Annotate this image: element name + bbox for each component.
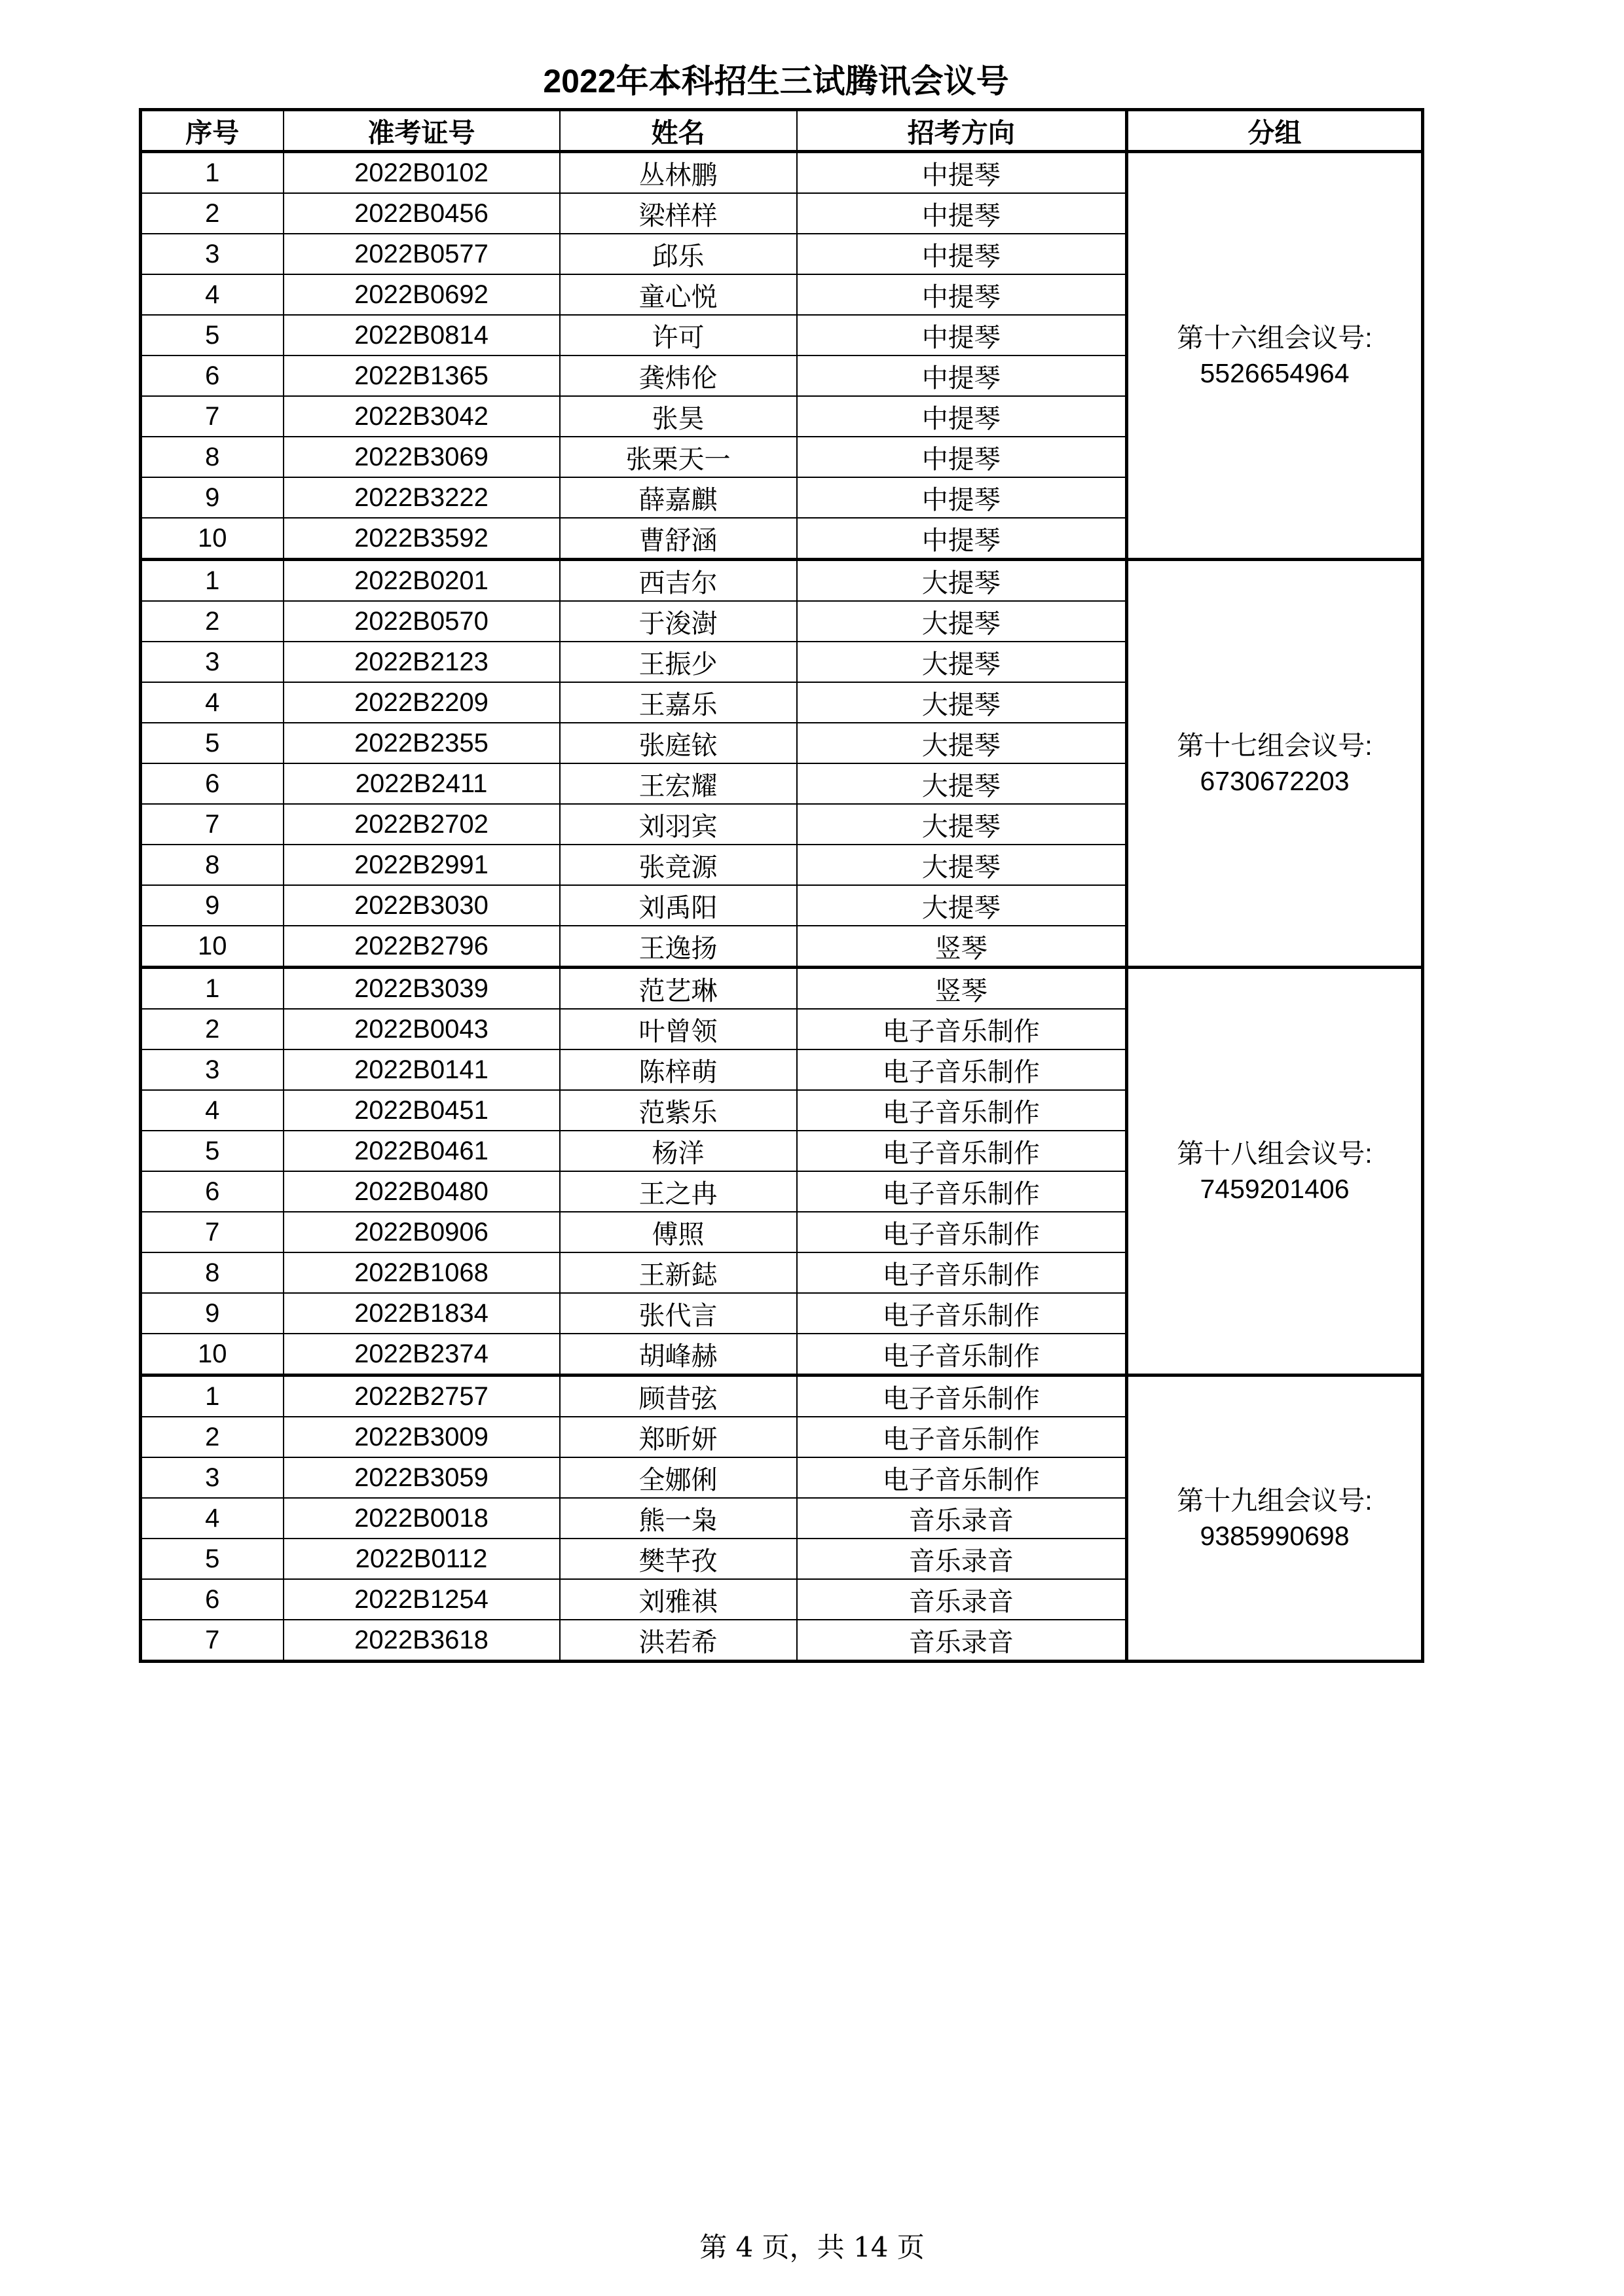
cell-exam-id: 2022B2757 bbox=[284, 1376, 560, 1417]
cell-exam-id: 2022B2702 bbox=[284, 804, 560, 845]
cell-seq: 8 bbox=[141, 1252, 284, 1293]
cell-direction: 中提琴 bbox=[797, 396, 1127, 437]
cell-direction: 音乐录音 bbox=[797, 1579, 1127, 1620]
cell-exam-id: 2022B1365 bbox=[284, 355, 560, 396]
cell-seq: 1 bbox=[141, 560, 284, 602]
cell-direction: 中提琴 bbox=[797, 193, 1127, 234]
cell-seq: 3 bbox=[141, 234, 284, 274]
cell-name: 张栗天一 bbox=[560, 437, 797, 477]
cell-direction: 中提琴 bbox=[797, 152, 1127, 194]
cell-name: 许可 bbox=[560, 315, 797, 355]
cell-direction: 中提琴 bbox=[797, 518, 1127, 560]
cell-direction: 大提琴 bbox=[797, 723, 1127, 763]
cell-name: 王新鋕 bbox=[560, 1252, 797, 1293]
cell-direction: 中提琴 bbox=[797, 355, 1127, 396]
cell-name: 王之冉 bbox=[560, 1171, 797, 1212]
group-meeting-cell bbox=[1127, 560, 1423, 968]
cell-name: 范艺琳 bbox=[560, 968, 797, 1010]
cell-exam-id: 2022B0692 bbox=[284, 274, 560, 315]
group-meeting-cell bbox=[1127, 1376, 1423, 1662]
cell-seq: 5 bbox=[141, 315, 284, 355]
cell-name: 张庭铱 bbox=[560, 723, 797, 763]
table-row bbox=[141, 152, 1423, 194]
cell-seq: 6 bbox=[141, 1579, 284, 1620]
cell-direction: 电子音乐制作 bbox=[797, 1417, 1127, 1457]
cell-exam-id: 2022B0141 bbox=[284, 1049, 560, 1090]
cell-name: 童心悦 bbox=[560, 274, 797, 315]
col-header-exam-id: 准考证号 bbox=[284, 110, 560, 152]
cell-exam-id: 2022B0461 bbox=[284, 1131, 560, 1171]
cell-direction: 大提琴 bbox=[797, 601, 1127, 642]
cell-name: 洪若希 bbox=[560, 1620, 797, 1662]
cell-name: 樊芊孜 bbox=[560, 1539, 797, 1579]
cell-name: 王宏耀 bbox=[560, 763, 797, 804]
cell-exam-id: 2022B0906 bbox=[284, 1212, 560, 1252]
cell-direction: 电子音乐制作 bbox=[797, 1334, 1127, 1376]
cell-name: 杨洋 bbox=[560, 1131, 797, 1171]
cell-name: 于浚澍 bbox=[560, 601, 797, 642]
group-block bbox=[141, 1376, 1423, 1662]
cell-name: 叶曾领 bbox=[560, 1009, 797, 1049]
cell-name: 张竞源 bbox=[560, 845, 797, 885]
table-row bbox=[141, 1376, 1423, 1417]
cell-direction: 大提琴 bbox=[797, 845, 1127, 885]
cell-seq: 2 bbox=[141, 601, 284, 642]
cell-seq: 5 bbox=[141, 1539, 284, 1579]
cell-seq: 10 bbox=[141, 1334, 284, 1376]
cell-seq: 2 bbox=[141, 1009, 284, 1049]
cell-name: 郑昕妍 bbox=[560, 1417, 797, 1457]
cell-seq: 3 bbox=[141, 1457, 284, 1498]
cell-direction: 中提琴 bbox=[797, 477, 1127, 518]
cell-name: 刘羽宾 bbox=[560, 804, 797, 845]
cell-name: 丛林鹏 bbox=[560, 152, 797, 194]
cell-seq: 6 bbox=[141, 763, 284, 804]
group-meeting-cell bbox=[1127, 968, 1423, 1376]
cell-name: 傅照 bbox=[560, 1212, 797, 1252]
cell-seq: 5 bbox=[141, 1131, 284, 1171]
cell-exam-id: 2022B3618 bbox=[284, 1620, 560, 1662]
meeting-id: 6730672203 bbox=[1200, 766, 1350, 796]
cell-name: 全娜俐 bbox=[560, 1457, 797, 1498]
cell-direction: 大提琴 bbox=[797, 682, 1127, 723]
cell-seq: 8 bbox=[141, 437, 284, 477]
cell-direction: 电子音乐制作 bbox=[797, 1252, 1127, 1293]
cell-direction: 电子音乐制作 bbox=[797, 1090, 1127, 1131]
cell-direction: 电子音乐制作 bbox=[797, 1009, 1127, 1049]
cell-seq: 3 bbox=[141, 642, 284, 682]
cell-exam-id: 2022B0451 bbox=[284, 1090, 560, 1131]
cell-seq: 4 bbox=[141, 1498, 284, 1539]
col-header-seq: 序号 bbox=[141, 110, 284, 152]
cell-exam-id: 2022B0018 bbox=[284, 1498, 560, 1539]
cell-seq: 2 bbox=[141, 193, 284, 234]
cell-seq: 1 bbox=[141, 152, 284, 194]
group-label: 第十七组会议号: bbox=[1177, 731, 1373, 761]
cell-exam-id: 2022B2796 bbox=[284, 926, 560, 968]
meeting-id: 7459201406 bbox=[1200, 1174, 1350, 1204]
cell-exam-id: 2022B0201 bbox=[284, 560, 560, 602]
group-block bbox=[141, 968, 1423, 1376]
cell-name: 范紫乐 bbox=[560, 1090, 797, 1131]
cell-name: 刘禹阳 bbox=[560, 885, 797, 926]
cell-seq: 10 bbox=[141, 518, 284, 560]
cell-seq: 7 bbox=[141, 1212, 284, 1252]
cell-direction: 电子音乐制作 bbox=[797, 1049, 1127, 1090]
cell-name: 王逸扬 bbox=[560, 926, 797, 968]
cell-seq: 4 bbox=[141, 682, 284, 723]
cell-name: 西吉尔 bbox=[560, 560, 797, 602]
cell-name: 薛嘉麒 bbox=[560, 477, 797, 518]
cell-seq: 1 bbox=[141, 968, 284, 1010]
cell-direction: 大提琴 bbox=[797, 885, 1127, 926]
col-header-direction: 招考方向 bbox=[797, 110, 1127, 152]
group-label: 第十六组会议号: bbox=[1177, 323, 1373, 353]
cell-seq: 3 bbox=[141, 1049, 284, 1090]
cell-seq: 6 bbox=[141, 355, 284, 396]
group-meeting-cell bbox=[1127, 152, 1423, 560]
cell-exam-id: 2022B1254 bbox=[284, 1579, 560, 1620]
cell-name: 顾昔弦 bbox=[560, 1376, 797, 1417]
cell-name: 曹舒涵 bbox=[560, 518, 797, 560]
cell-seq: 7 bbox=[141, 396, 284, 437]
cell-direction: 大提琴 bbox=[797, 560, 1127, 602]
cell-direction: 电子音乐制作 bbox=[797, 1457, 1127, 1498]
cell-name: 胡峰赫 bbox=[560, 1334, 797, 1376]
cell-exam-id: 2022B3592 bbox=[284, 518, 560, 560]
cell-exam-id: 2022B1068 bbox=[284, 1252, 560, 1293]
cell-direction: 大提琴 bbox=[797, 804, 1127, 845]
cell-exam-id: 2022B3222 bbox=[284, 477, 560, 518]
meeting-id: 5526654964 bbox=[1200, 358, 1350, 388]
cell-direction: 电子音乐制作 bbox=[797, 1131, 1127, 1171]
cell-direction: 中提琴 bbox=[797, 437, 1127, 477]
cell-name: 龚炜伦 bbox=[560, 355, 797, 396]
col-header-group: 分组 bbox=[1127, 110, 1423, 152]
cell-exam-id: 2022B2355 bbox=[284, 723, 560, 763]
cell-exam-id: 2022B3039 bbox=[284, 968, 560, 1010]
cell-exam-id: 2022B0043 bbox=[284, 1009, 560, 1049]
cell-name: 梁样样 bbox=[560, 193, 797, 234]
cell-exam-id: 2022B2123 bbox=[284, 642, 560, 682]
cell-seq: 5 bbox=[141, 723, 284, 763]
cell-direction: 音乐录音 bbox=[797, 1539, 1127, 1579]
cell-seq: 10 bbox=[141, 926, 284, 968]
group-label: 第十九组会议号: bbox=[1177, 1485, 1373, 1516]
cell-direction: 大提琴 bbox=[797, 642, 1127, 682]
cell-name: 邱乐 bbox=[560, 234, 797, 274]
cell-name: 张代言 bbox=[560, 1293, 797, 1334]
table-row bbox=[141, 560, 1423, 602]
cell-name: 熊一枭 bbox=[560, 1498, 797, 1539]
cell-direction: 电子音乐制作 bbox=[797, 1293, 1127, 1334]
cell-exam-id: 2022B3030 bbox=[284, 885, 560, 926]
group-label: 第十八组会议号: bbox=[1177, 1139, 1373, 1169]
cell-exam-id: 2022B2374 bbox=[284, 1334, 560, 1376]
cell-seq: 7 bbox=[141, 1620, 284, 1662]
group-block bbox=[141, 152, 1423, 560]
cell-exam-id: 2022B1834 bbox=[284, 1293, 560, 1334]
cell-seq: 9 bbox=[141, 885, 284, 926]
cell-seq: 8 bbox=[141, 845, 284, 885]
cell-direction: 竖琴 bbox=[797, 968, 1127, 1010]
page-title: 2022年本科招生三试腾讯会议号 bbox=[543, 63, 1009, 100]
cell-direction: 中提琴 bbox=[797, 315, 1127, 355]
cell-name: 刘雅祺 bbox=[560, 1579, 797, 1620]
cell-name: 陈梓萌 bbox=[560, 1049, 797, 1090]
cell-exam-id: 2022B2991 bbox=[284, 845, 560, 885]
cell-exam-id: 2022B0456 bbox=[284, 193, 560, 234]
meeting-id: 9385990698 bbox=[1200, 1521, 1350, 1551]
cell-name: 王嘉乐 bbox=[560, 682, 797, 723]
cell-direction: 电子音乐制作 bbox=[797, 1376, 1127, 1417]
page-footer: 第 4 页，共 14 页 bbox=[699, 2231, 925, 2263]
header-row bbox=[141, 110, 1423, 152]
cell-direction: 竖琴 bbox=[797, 926, 1127, 968]
cell-name: 张昊 bbox=[560, 396, 797, 437]
cell-exam-id: 2022B0102 bbox=[284, 152, 560, 194]
cell-direction: 音乐录音 bbox=[797, 1498, 1127, 1539]
cell-exam-id: 2022B0570 bbox=[284, 601, 560, 642]
cell-direction: 中提琴 bbox=[797, 274, 1127, 315]
group-block bbox=[141, 560, 1423, 968]
cell-direction: 中提琴 bbox=[797, 234, 1127, 274]
cell-direction: 电子音乐制作 bbox=[797, 1171, 1127, 1212]
cell-direction: 音乐录音 bbox=[797, 1620, 1127, 1662]
cell-seq: 4 bbox=[141, 1090, 284, 1131]
cell-exam-id: 2022B0577 bbox=[284, 234, 560, 274]
roster-table bbox=[139, 108, 1424, 1663]
cell-exam-id: 2022B3059 bbox=[284, 1457, 560, 1498]
cell-exam-id: 2022B0480 bbox=[284, 1171, 560, 1212]
cell-exam-id: 2022B0814 bbox=[284, 315, 560, 355]
cell-seq: 4 bbox=[141, 274, 284, 315]
table-header bbox=[141, 110, 1423, 152]
cell-seq: 9 bbox=[141, 477, 284, 518]
cell-exam-id: 2022B2209 bbox=[284, 682, 560, 723]
cell-exam-id: 2022B3069 bbox=[284, 437, 560, 477]
cell-seq: 6 bbox=[141, 1171, 284, 1212]
table-row bbox=[141, 968, 1423, 1010]
cell-direction: 电子音乐制作 bbox=[797, 1212, 1127, 1252]
cell-exam-id: 2022B0112 bbox=[284, 1539, 560, 1579]
col-header-name: 姓名 bbox=[560, 110, 797, 152]
cell-seq: 9 bbox=[141, 1293, 284, 1334]
cell-seq: 7 bbox=[141, 804, 284, 845]
cell-exam-id: 2022B3042 bbox=[284, 396, 560, 437]
cell-seq: 2 bbox=[141, 1417, 284, 1457]
cell-name: 王振少 bbox=[560, 642, 797, 682]
cell-exam-id: 2022B2411 bbox=[284, 763, 560, 804]
cell-exam-id: 2022B3009 bbox=[284, 1417, 560, 1457]
cell-seq: 1 bbox=[141, 1376, 284, 1417]
cell-direction: 大提琴 bbox=[797, 763, 1127, 804]
